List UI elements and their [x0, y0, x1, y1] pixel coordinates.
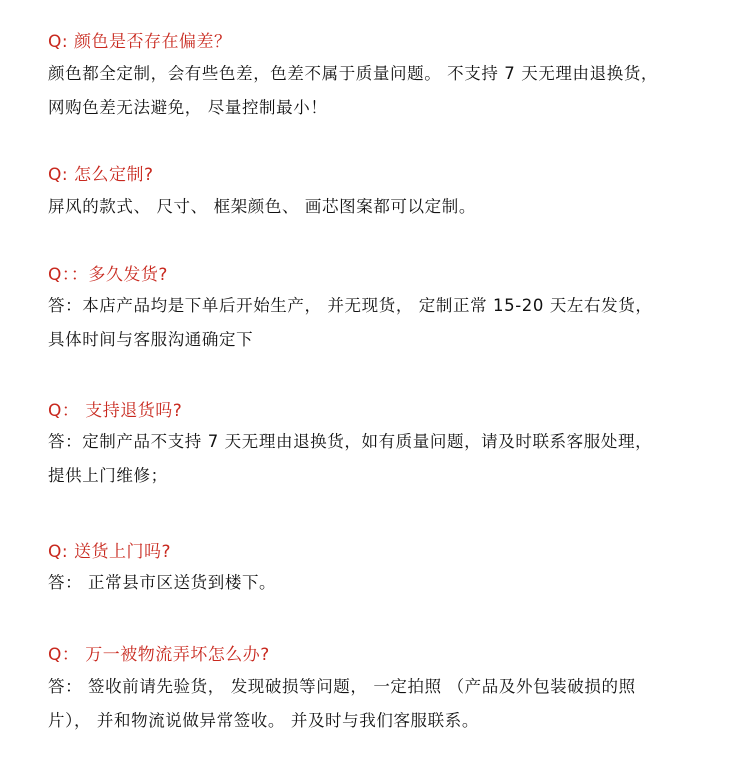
faq-question-customize: Q: 怎么定制? [48, 165, 154, 185]
answer-line: 答： 签收前请先验货， 发现破损等问题， 一定拍照 （产品及外包装破损的照 [48, 677, 636, 696]
answer-line: 屏风的款式、 尺寸、 框架颜色、 画芯图案都可以定制。 [48, 197, 476, 216]
answer-line: 答：定制产品不支持 7 天无理由退换货，如有质量问题，请及时联系客服处理， [48, 432, 653, 451]
faq-answer-delivery [48, 566, 728, 600]
faq-answer-returns [48, 425, 728, 493]
faq-question-damage: Q： 万一被物流弄坏怎么办? [48, 645, 270, 665]
faq-question-color: Q: 颜色是否存在偏差？ [48, 32, 232, 52]
answer-line: 网购色差无法避免， 尽量控制最小！ [48, 98, 328, 117]
faq-answer-damage [48, 670, 728, 738]
answer-line: 答： 正常县市区送货到楼下。 [48, 573, 277, 592]
answer-line: 答：本店产品均是下单后开始生产， 并无现货， 定制正常 15-20 天左右发货， [48, 296, 653, 315]
faq-answer-color [48, 57, 728, 125]
answer-line: 颜色都全定制，会有些色差，色差不属于质量问题。 不支持 7 天无理由退换货， [48, 64, 659, 83]
faq-answer-shipping-time [48, 289, 728, 357]
faq-answer-customize [48, 190, 728, 224]
answer-line: 提供上门维修； [48, 466, 168, 485]
faq-question-shipping-time: Q：：多久发货? [48, 265, 168, 285]
answer-line: 具体时间与客服沟通确定下 [48, 330, 254, 349]
faq-question-returns: Q： 支持退货吗? [48, 401, 183, 421]
faq-question-delivery: Q: 送货上门吗? [48, 542, 172, 562]
answer-line: 片）， 并和物流说做异常签收。 并及时与我们客服联系。 [48, 711, 479, 730]
